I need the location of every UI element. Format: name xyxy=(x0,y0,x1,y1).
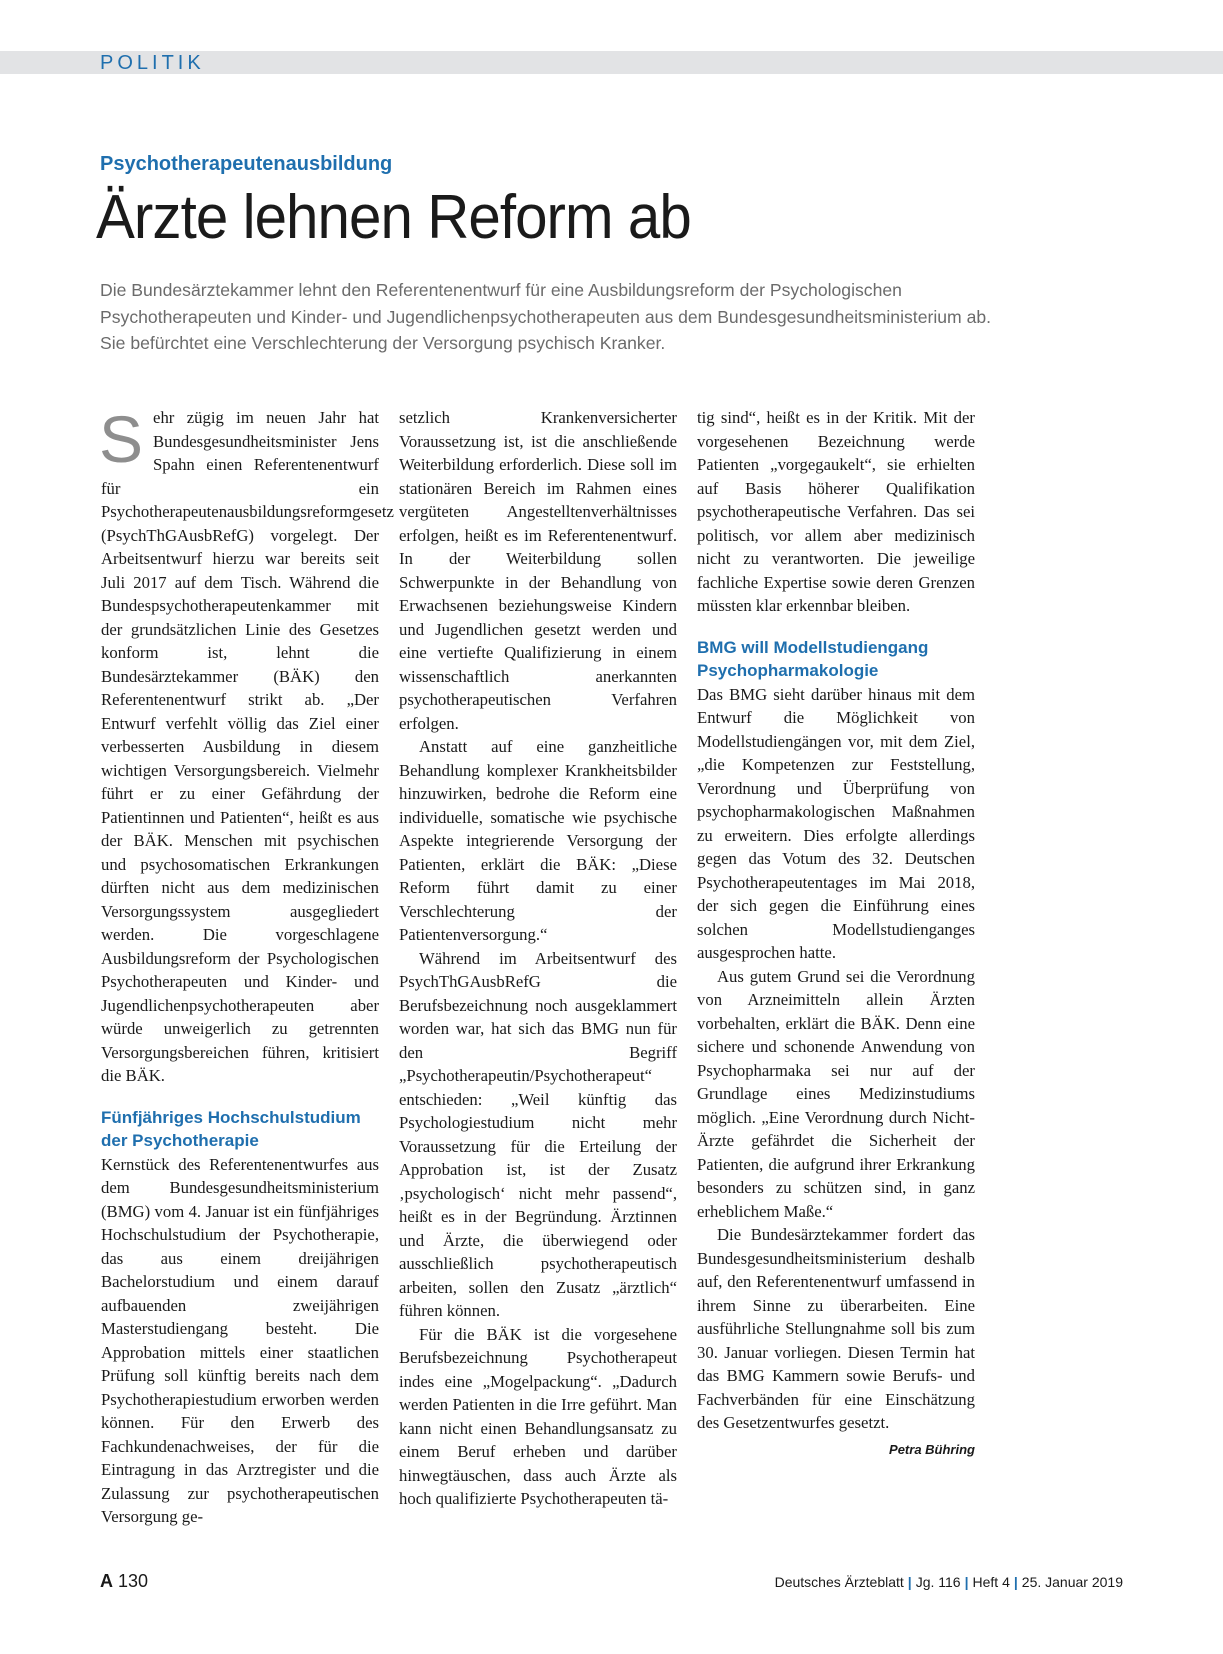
paragraph: Während im Arbeitsentwurf des PsychThGAusbRefG die Berufsbezeichnung noch ausgeklammert worden war, hat sich das BMG nun für den Begriff „Psychotherapeutin/Psychotherapeut“ entschieden: „Weil künftig das Psychologiestudium nicht mehr Voraussetzung für die Erteilung der Approbation ist, ist der Zusatz ‚psychologisch‘ nicht mehr passend“, heißt es in der Begründung. Ärztinnen und Ärzte, die überwiegend oder ausschließlich psychotherapeutisch arbeiten, sollen den Zusatz „ärztlich“ führen können. xyxy=(399,948,677,1320)
paragraph-text: Die Bundesärztekammer fordert das Bundesgesundheitsministerium deshalb auf, den Referentenentwurf umfassend in ihrem Sinne zu überarbeiten. Eine ausführliche Stellungnahme soll bis zum 30. Januar vorliegen. Diesen Termin hat das BMG Kammern sowie Berufs- und Fachverbänden für eine Einschätzung des Gesetzentwurfes gesetzt. xyxy=(697,1225,975,1432)
journal-volume: Jg. 116 xyxy=(915,1574,961,1590)
separator: | xyxy=(907,1574,912,1590)
author-byline: Petra Bühring xyxy=(889,1441,975,1457)
journal-name: Deutsches Ärzteblatt xyxy=(774,1574,904,1590)
article-column-2 xyxy=(399,406,677,1511)
article-kicker: Psychotherapeutenausbildung xyxy=(100,153,393,175)
article-column-1 xyxy=(99,402,394,1529)
paragraph: tig sind“, heißt es in der Kritik. Mit der vorgesehenen Bezeichnung werde Patienten „vorgegaukelt“, sie erhielten auf Basis höherer Qualifikation psychotherapeutische Verfahren. Das sei politisch, vor allem aber medizinisch nicht zu verantworten. Die jeweilige fachliche Expertise sowie deren Grenzen müssten klar erkennbar bleiben. xyxy=(697,408,975,615)
journal-issue: Heft 4 xyxy=(972,1574,1010,1590)
page-prefix: A xyxy=(100,1571,113,1591)
drop-cap: S xyxy=(99,402,144,476)
paragraph: Für die BÄK ist die vorgesehene Berufsbezeichnung Psychotherapeut indes eine „Mogelpackung“. „Dadurch werden Patienten in die Irre geführt. Man kann nicht einen Behandlungsansatz zu einem Beruf erheben und darüber hinwegtäuschen, dass auch Ärzte als hoch qualifizierte Psychotherapeuten tä- xyxy=(399,1324,677,1508)
journal-footer xyxy=(775,1574,1123,1590)
page-number xyxy=(100,1571,148,1592)
paragraph: Anstatt auf eine ganzheitliche Behandlung komplexer Krankheitsbilder hinzuwirken, bedrohe die Reform eine individuelle, somatische wie psychische Aspekte integrierende Versorgung der Patienten, erklärt die BÄK: „Diese Reform führt damit zu einer Verschlechterung der Patientenversorgung.“ xyxy=(399,737,677,944)
article-column-3 xyxy=(697,406,975,1461)
paragraph: Das BMG sieht darüber hinaus mit dem Entwurf die Möglichkeit von Modellstudiengängen vor, mit dem Ziel, „die Kompetenzen zur Feststellung, Verordnung und Überprüfung von psychopharmakologischen Maßnahmen zu erweitern. Dies erfolgte allerdings gegen das Votum des 32. Deutschen Psychotherapeutentages im Mai 2018, der sich gegen die Einführung eines solchen Modellstudienganges ausgesprochen hatte. xyxy=(697,684,975,962)
separator: | xyxy=(1013,1574,1018,1590)
paragraph: Aus gutem Grund sei die Verordnung von Arzneimitteln allein Ärzten vorbehalten, erklärt die BÄK. Denn eine sichere und schonende Anwendung von Psychopharmaka sei nur auf der Grundlage eines Medizinstudiums möglich. „Eine Verordnung durch Nicht-Ärzte gefährdet die Sicherheit der Patienten, die aufgrund ihrer Erkrankung besonders zu schützen sind, in ganz erheblichem Maße.“ xyxy=(697,966,975,1221)
paragraph: setzlich Krankenversicherter Voraussetzung ist, ist die anschließende Weiterbildung erforderlich. Diese soll im stationären Bereich im Rahmen eines vergüteten Angestelltenverhältnisses erfolgen, heißt es im Referentenentwurf. In der Weiterbildung sollen Schwerpunkte in der Behandlung von Erwachsenen beziehungsweise Kindern und Jugendlichen gesetzt werden und eine vertiefte Qualifizierung in einem wissenschaftlich anerkannten psychotherapeutischen Verfahren erfolgen. xyxy=(399,408,677,733)
article-headline: Ärzte lehnen Reform ab xyxy=(96,183,691,252)
subheading: BMG will Modellstudiengang Psychopharmakologie xyxy=(697,637,929,680)
separator: | xyxy=(964,1574,969,1590)
paragraph: ehr zügig im neuen Jahr hat Bundesgesundheitsminister Jens Spahn einen Referentenentwurf für ein Psychotherapeutenausbildungsreformgesetz (PsychThGAusbRefG) vorgelegt. Der Arbeitsentwurf hierzu war bereits seit Juli 2017 auf dem Tisch. Während die Bundespsychotherapeutenkammer mit der grundsätzlichen Linie des Gesetzes konform ist, lehnt die Bundesärztekammer (BÄK) den Referentenentwurf strikt ab. „Der Entwurf verfehlt völlig das Ziel einer verbesserten Ausbildung in diesem wichtigen Versorgungsbereich. Vielmehr führt er zu einer Gefährdung der Patientinnen und Patienten“, heißt es aus der BÄK. Menschen mit psychischen und psychosomatischen Erkrankungen dürften nicht aus dem medizinischen Versorgungssystem ausgegliedert werden. Die vorgeschlagene Ausbildungsreform der Psychologischen Psychotherapeuten und Kinder- und Jugendlichenpsychotherapeuten aber würde unweigerlich zu getrennten Versorgungsbereichen führen, kritisiert die BÄK. xyxy=(101,408,394,1085)
article-lead: Die Bundesärztekammer lehnt den Referentenentwurf für eine Ausbildungsreform der Psychologischen Psychotherapeuten und Kinder- und Jugendlichenpsychotherapeuten aus dem Bundesgesundheitsministerium ab. Sie befürchtet eine Verschlechterung der Versorgung psychisch Kranker. xyxy=(100,280,992,353)
section-label: POLITIK xyxy=(100,52,205,74)
page-number-value: 130 xyxy=(118,1571,149,1591)
paragraph: Kernstück des Referentenentwurfes aus dem Bundesgesundheitsministerium (BMG) vom 4. Januar ist ein fünfjähriges Hochschulstudium der Psychotherapie, das aus einem dreijährigen Bachelorstudium und einem darauf aufbauenden zweijährigen Masterstudiengang besteht. Die Approbation mittels einer staatlichen Prüfung soll künftig bereits nach dem Psychotherapiestudium erworben werden können. Für den Erwerb des Fachkundenachweises, der für die Eintragung in das Arztregister und die Zulassung zur psychotherapeutischen Versorgung ge- xyxy=(101,1154,379,1526)
subheading: Fünfjähriges Hochschulstudium der Psychotherapie xyxy=(101,1107,361,1150)
journal-date: 25. Januar 2019 xyxy=(1021,1574,1123,1590)
paragraph xyxy=(697,1223,975,1457)
